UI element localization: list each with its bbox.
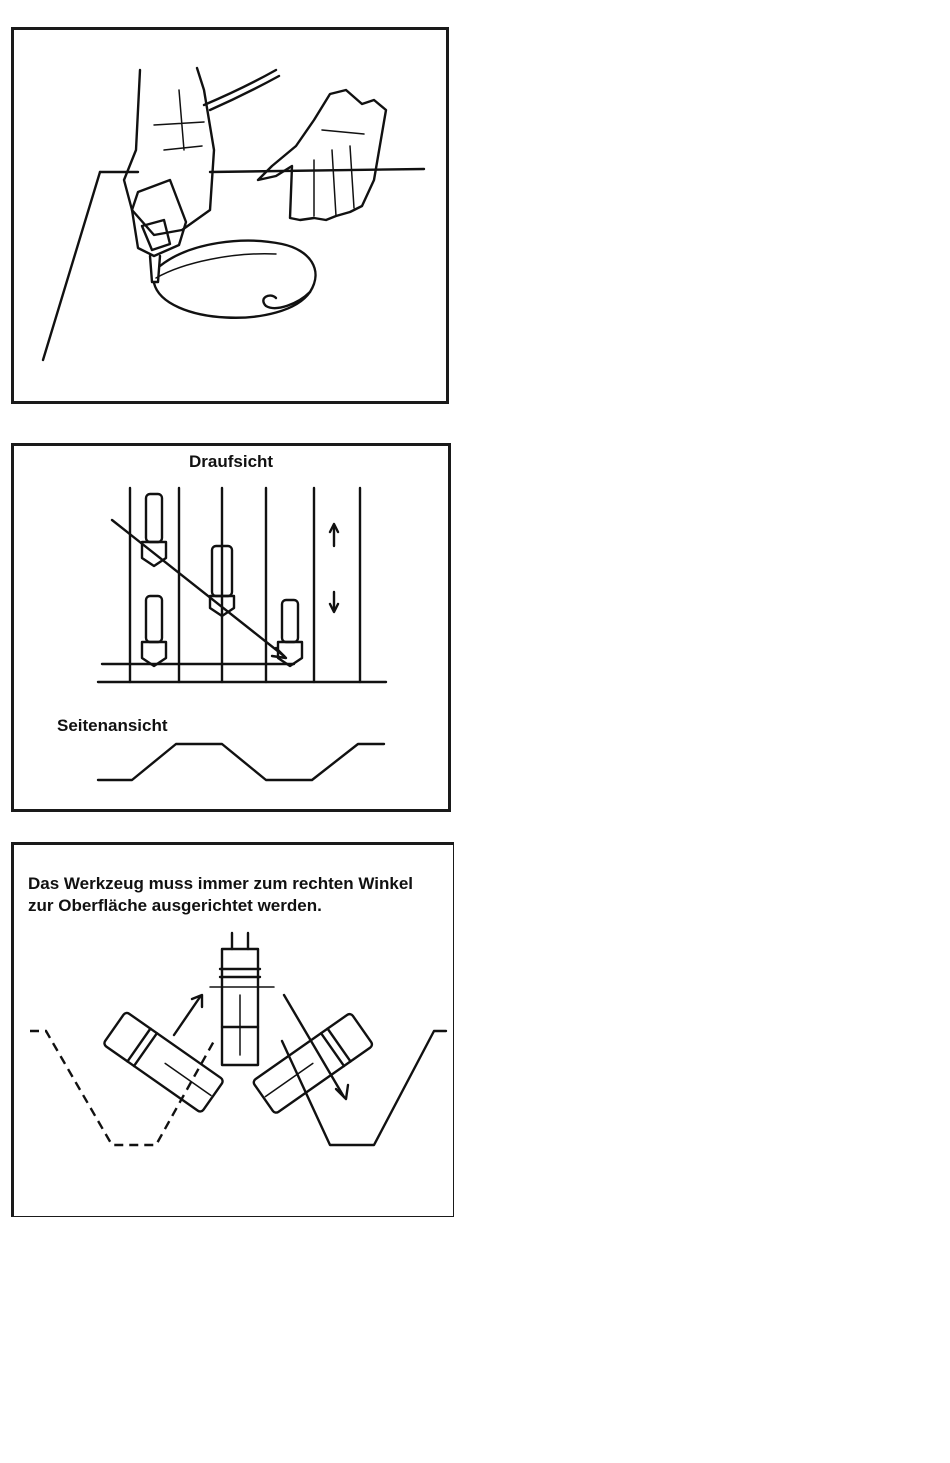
corrugated-profile — [98, 744, 384, 780]
instruction-line-2: zur Oberfläche ausgerichtet werden. — [28, 896, 322, 915]
tool-tilted-right — [252, 1013, 373, 1115]
tool-vertical — [220, 933, 260, 1065]
left-glove — [124, 68, 214, 235]
sheet-left-edge — [43, 172, 100, 360]
tool-orientation-panel — [11, 842, 454, 1217]
right-glove — [258, 90, 386, 220]
solid-profile — [282, 1031, 446, 1145]
dashed-profile — [30, 1031, 214, 1145]
top-view-label: Draufsicht — [189, 452, 274, 471]
arrow-left-to-center — [174, 997, 200, 1035]
tool-cable — [204, 70, 276, 105]
circle-cut-illustration-panel — [11, 27, 449, 404]
side-view-label: Seitenansicht — [57, 716, 168, 735]
circle-cut-drawing — [14, 30, 446, 401]
side-view-drawing — [14, 446, 448, 809]
tool-head — [150, 256, 160, 282]
sheet-top-edge-right — [210, 169, 424, 172]
corrugated-views-panel — [11, 443, 451, 812]
orientation-drawing — [14, 845, 454, 1217]
cut-circle — [154, 241, 315, 318]
instruction-line-1: Das Werkzeug muss immer zum rechten Winkel — [28, 874, 413, 893]
tool-tilted-left — [103, 1011, 224, 1113]
arrow-center-to-right — [284, 995, 344, 1097]
